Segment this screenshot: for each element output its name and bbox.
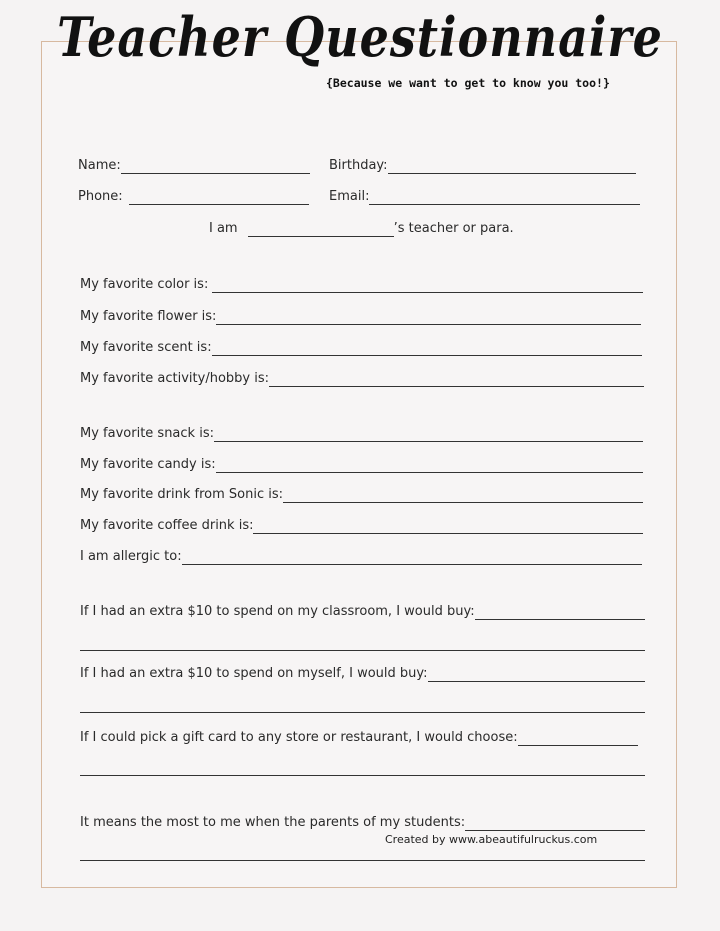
- favorite-color-field[interactable]: [80, 277, 643, 293]
- parents-meaning-blank[interactable]: [465, 817, 645, 831]
- name-label: Name:: [78, 158, 121, 173]
- name-blank[interactable]: [121, 160, 310, 174]
- gift-card-field[interactable]: [80, 730, 638, 746]
- self-purchase-label: If I had an extra $10 to spend on myself, I would buy:: [80, 666, 428, 681]
- classroom-purchase-blank[interactable]: [475, 606, 645, 620]
- favorite-color-label: My favorite color is:: [80, 277, 209, 292]
- phone-blank[interactable]: [129, 191, 309, 205]
- allergy-field[interactable]: [80, 549, 642, 565]
- favorite-coffee-field[interactable]: [80, 518, 643, 534]
- student-teacher-field[interactable]: [209, 221, 514, 237]
- iam-suffix: ’s teacher or para.: [393, 221, 514, 236]
- footer-credit: Created by www.abeautifulruckus.com: [385, 833, 598, 846]
- favorite-candy-blank[interactable]: [216, 459, 643, 473]
- favorite-flower-field[interactable]: [80, 309, 641, 325]
- classroom-purchase-field[interactable]: [80, 604, 645, 620]
- classroom-purchase-blank-2[interactable]: [80, 649, 645, 651]
- birthday-field[interactable]: [329, 158, 636, 174]
- birthday-blank[interactable]: [388, 160, 636, 174]
- self-purchase-blank[interactable]: [428, 668, 645, 682]
- gift-card-blank-2[interactable]: [80, 774, 645, 776]
- self-purchase-field[interactable]: [80, 666, 645, 682]
- favorite-flower-label: My favorite flower is:: [80, 309, 217, 324]
- favorite-hobby-label: My favorite activity/hobby is:: [80, 371, 270, 386]
- self-purchase-blank-2[interactable]: [80, 711, 645, 713]
- favorite-snack-label: My favorite snack is:: [80, 426, 214, 441]
- email-label: Email:: [329, 189, 370, 204]
- favorite-scent-label: My favorite scent is:: [80, 340, 212, 355]
- favorite-flower-blank[interactable]: [216, 311, 641, 325]
- classroom-purchase-label: If I had an extra $10 to spend on my classroom, I would buy:: [80, 604, 475, 619]
- favorite-coffee-blank[interactable]: [253, 520, 643, 534]
- favorite-hobby-blank[interactable]: [269, 373, 644, 387]
- favorite-scent-field[interactable]: [80, 340, 642, 356]
- allergy-label: I am allergic to:: [80, 549, 182, 564]
- parents-meaning-field[interactable]: [80, 815, 645, 831]
- email-field[interactable]: [329, 189, 640, 205]
- email-blank[interactable]: [369, 191, 640, 205]
- gift-card-blank[interactable]: [518, 732, 638, 746]
- favorite-scent-blank[interactable]: [212, 342, 642, 356]
- favorite-snack-field[interactable]: [80, 426, 643, 442]
- favorite-sonic-drink-label: My favorite drink from Sonic is:: [80, 487, 284, 502]
- favorite-sonic-drink-field[interactable]: [80, 487, 643, 503]
- page-subtitle: {Because we want to get to know you too!}: [326, 76, 610, 90]
- gift-card-label: If I could pick a gift card to any store or restaurant, I would choose:: [80, 730, 518, 745]
- phone-field[interactable]: [78, 189, 309, 205]
- favorite-candy-label: My favorite candy is:: [80, 457, 216, 472]
- favorite-sonic-drink-blank[interactable]: [283, 489, 643, 503]
- parents-meaning-label: It means the most to me when the parents of my students:: [80, 815, 466, 830]
- favorite-candy-field[interactable]: [80, 457, 643, 473]
- favorite-color-blank[interactable]: [212, 279, 643, 293]
- student-name-blank[interactable]: [248, 223, 394, 237]
- parents-meaning-blank-2[interactable]: [80, 859, 645, 861]
- favorite-hobby-field[interactable]: [80, 371, 644, 387]
- page-title: Teacher Questionnaire: [57, 5, 663, 69]
- allergy-blank[interactable]: [182, 551, 642, 565]
- favorite-coffee-label: My favorite coffee drink is:: [80, 518, 254, 533]
- birthday-label: Birthday:: [329, 158, 388, 173]
- favorite-snack-blank[interactable]: [214, 428, 643, 442]
- iam-label: I am: [209, 221, 238, 236]
- phone-label: Phone:: [78, 189, 123, 204]
- name-field[interactable]: [78, 158, 310, 174]
